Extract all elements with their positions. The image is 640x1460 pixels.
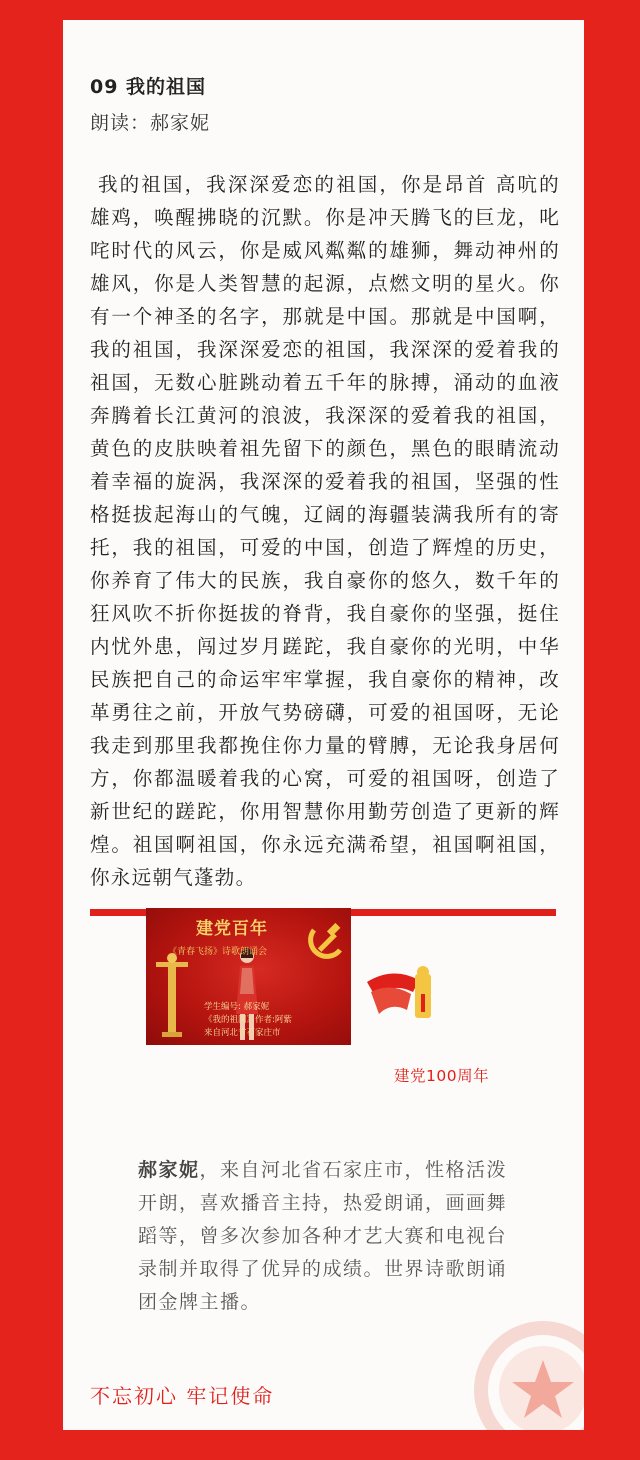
poem-body: 我的祖国，我深深爱恋的祖国，你是昂首 高吭的雄鸡，唤醒拂晓的沉默。你是冲天腾飞的巨龙，叱咤时代的风云，你是威风粼粼的雄狮，舞动神州的雄风，你是人类智慧的起源，点燃文明的星火。你有一个神圣的名字，那就是中国。那就是中国啊，我的祖国，我深深爱恋的祖国，我深深的爱着我的祖国，无数心脏跳动着五千年的脉搏，涌动的血液奔腾着长江黄河的浪波，我深深的爱着我的祖国，黄色的皮肤映着祖先留下的颜色，黑色的眼睛流动着幸福的旋涡，我深深的爱着我的祖国，坚强的性格挺拔起海山的气魄，辽阔的海疆装满我所有的寄托，我的祖国，可爱的中国，创造了辉煌的历史，你养育了伟大的民族，我自豪你的悠久，数千年的狂风吹不折你挺拔的脊背，我自豪你的坚强，挺住内忧外患，闯过岁月蹉跎，我自豪你的光明，中华民族把自己的命运牢牢掌握，我自豪你的精神，改革勇往之前，开放气势磅礴，可爱的祖国呀，无论我走到那里我都挽住你力量的臂膊，无论我身居何方，你都温暖着我的心窝，可爱的祖国呀，创造了新世纪的蹉跎，你用智慧你用勤劳创造了更新的辉煌。祖国啊祖国，你永远充满希望，祖国啊祖国，你永远朝气蓬勃。 [90, 173, 560, 889]
photo-title: 建党百年 [196, 919, 268, 939]
bio-text: ，来自河北省石家庄市，性格活泼开朗，喜欢播音主持，热爱朗诵，画画舞蹈等，曾多次参加各种才艺大赛和电视台录制并取得了优异的成绩。世界诗歌朗诵团金牌主播。 [138, 1159, 508, 1313]
motto-slogan: 不忘初心 牢记使命 [90, 1384, 275, 1408]
reader-credit: 朗读：郝家妮 [90, 112, 211, 134]
photo-subtitle: 《青春飞扬》诗歌朗诵会 [168, 947, 268, 957]
photo-line-student: 学生编号: 郝家妮 [204, 1002, 270, 1012]
performance-photo [146, 908, 351, 1045]
photo-line-work: 《我的祖国》作者:阿紫 [204, 1015, 292, 1025]
hammer-sickle-icon [306, 922, 346, 966]
performer-bio [138, 1154, 518, 1319]
article-card [63, 20, 584, 1430]
poem-title: 09 我的祖国 [90, 76, 207, 98]
bio-name: 郝家妮 [138, 1159, 200, 1181]
party-flag-emblem-icon [363, 962, 455, 1032]
anniversary-caption: 建党100周年 [394, 1067, 490, 1085]
star-badge-decoration-icon [473, 1320, 584, 1430]
photo-line-origin: 来自河北省石家庄市 [204, 1028, 281, 1038]
huabiao-pillar-icon [152, 948, 192, 1038]
